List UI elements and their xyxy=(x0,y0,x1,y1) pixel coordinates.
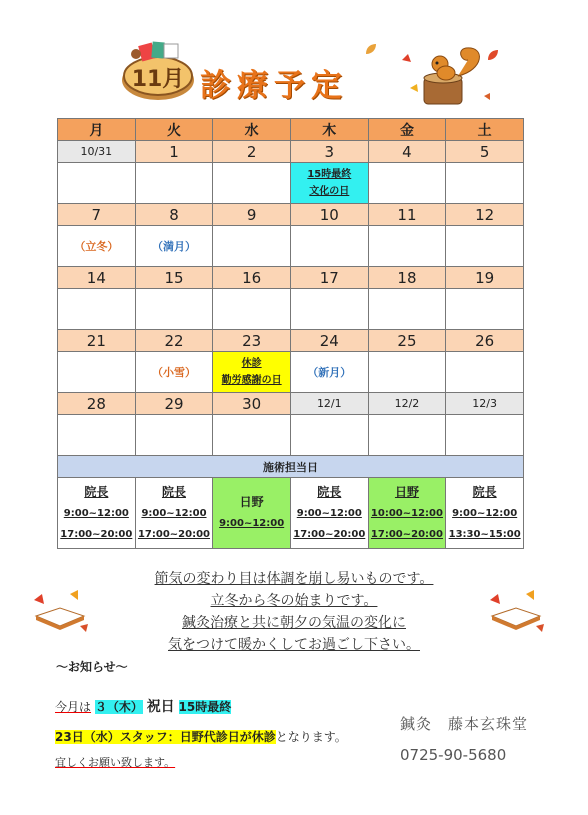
event-cell xyxy=(446,163,524,204)
message-line: 節気の変わり目は体調を崩し易いものです。 xyxy=(154,571,434,587)
event-cell xyxy=(446,226,524,267)
date-cell: 25 xyxy=(368,330,446,352)
event-text: （立冬） xyxy=(74,240,119,253)
event-text: （新月） xyxy=(307,366,352,379)
date-cell: 7 xyxy=(58,204,136,226)
date-cell: 1 xyxy=(135,141,213,163)
date-cell: 14 xyxy=(58,267,136,289)
weekday-header-row xyxy=(58,119,524,141)
date-cell: 3 xyxy=(290,141,368,163)
event-cell xyxy=(290,226,368,267)
event-cell xyxy=(368,226,446,267)
event-cell-culture-day xyxy=(290,163,368,204)
month-badge-text: 11月 xyxy=(131,67,185,92)
date-row xyxy=(58,141,524,163)
notice-text: となります。 xyxy=(275,730,347,744)
event-cell xyxy=(58,415,136,456)
date-cell: 12/2 xyxy=(368,393,446,415)
date-cell: 16 xyxy=(213,267,291,289)
event-cell xyxy=(213,289,291,330)
event-row xyxy=(58,415,524,456)
weekday-sat: 土 xyxy=(446,119,524,141)
event-cell xyxy=(135,289,213,330)
treatment-time: 9:00~12:00 xyxy=(63,507,129,519)
date-cell: 29 xyxy=(135,393,213,415)
treatment-time: 17:00~20:00 xyxy=(370,528,443,540)
autumn-book-icon xyxy=(30,586,90,636)
notice-text: 今月は xyxy=(55,700,92,714)
treatment-cell xyxy=(446,478,524,549)
date-cell: 12 xyxy=(446,204,524,226)
date-cell: 24 xyxy=(290,330,368,352)
weekday-tue: 火 xyxy=(135,119,213,141)
event-cell xyxy=(446,352,524,393)
treatment-header-row xyxy=(58,456,524,478)
message-line: 気をつけて暖かくしてお過ごし下さい。 xyxy=(168,637,420,653)
event-cell xyxy=(135,352,213,393)
message-line: 立冬から冬の始まりです。 xyxy=(210,593,378,609)
date-cell: 2 xyxy=(213,141,291,163)
treatment-time: 9:00~12:00 xyxy=(452,507,518,519)
date-cell: 18 xyxy=(368,267,446,289)
event-cell xyxy=(135,226,213,267)
clinic-name: 鍼灸 藤本玄珠堂 xyxy=(400,715,529,733)
date-cell: 8 xyxy=(135,204,213,226)
notice-date: ３（木） xyxy=(94,700,143,714)
practitioner-name: 院長 xyxy=(317,484,342,499)
event-row xyxy=(58,352,524,393)
weekday-thu: 木 xyxy=(290,119,368,141)
treatment-header: 施術担当日 xyxy=(58,456,524,478)
notice-hours: 15時最終 xyxy=(178,700,232,714)
notice-holiday: 祝日 xyxy=(146,699,175,715)
practitioner-name: 院長 xyxy=(84,484,109,499)
date-cell: 30 xyxy=(213,393,291,415)
date-cell: 12/1 xyxy=(290,393,368,415)
leaf-icon xyxy=(364,42,378,56)
weekday-mon: 月 xyxy=(58,119,136,141)
event-text: 勤労感謝の日 xyxy=(221,375,282,386)
practitioner-name: 日野 xyxy=(239,495,264,509)
date-row xyxy=(58,204,524,226)
date-cell: 4 xyxy=(368,141,446,163)
message-line: 鍼灸治療と共に朝夕の気温の変化に xyxy=(182,615,406,631)
event-row xyxy=(58,289,524,330)
treatment-cell xyxy=(368,478,446,549)
leaf-icon xyxy=(486,48,500,62)
date-cell: 26 xyxy=(446,330,524,352)
event-cell xyxy=(368,415,446,456)
treatment-time: 17:00~20:00 xyxy=(137,528,210,540)
date-cell: 23 xyxy=(213,330,291,352)
event-text: 15時最終 xyxy=(307,169,352,180)
event-cell xyxy=(446,289,524,330)
date-cell: 5 xyxy=(446,141,524,163)
treatment-time: 9:00~12:00 xyxy=(296,507,362,519)
date-cell: 12/3 xyxy=(446,393,524,415)
event-cell xyxy=(290,415,368,456)
calendar xyxy=(57,118,524,549)
treatment-time: 9:00~12:00 xyxy=(219,518,285,529)
event-cell xyxy=(58,289,136,330)
date-cell: 10/31 xyxy=(58,141,136,163)
date-cell: 22 xyxy=(135,330,213,352)
event-cell xyxy=(368,352,446,393)
date-cell: 19 xyxy=(446,267,524,289)
notice-closed: 23日（水）スタッフ：日野代診日が休診 xyxy=(55,730,276,744)
date-cell: 9 xyxy=(213,204,291,226)
practitioner-name: 院長 xyxy=(161,484,186,499)
date-cell: 28 xyxy=(58,393,136,415)
event-cell xyxy=(135,163,213,204)
treatment-time: 13:30~15:00 xyxy=(448,528,521,540)
clinic-phone: 0725-90-5680 xyxy=(400,746,507,764)
weekday-fri: 金 xyxy=(368,119,446,141)
event-row xyxy=(58,226,524,267)
squirrel-icon xyxy=(396,40,496,110)
notice-line-3: 宜しくお願い致します。 xyxy=(55,756,176,769)
treatment-cell xyxy=(135,478,213,549)
date-cell: 15 xyxy=(135,267,213,289)
treatment-cell xyxy=(58,478,136,549)
event-cell xyxy=(290,352,368,393)
calendar-table xyxy=(57,118,524,549)
event-row xyxy=(58,163,524,204)
treatment-cell xyxy=(213,478,291,549)
event-cell xyxy=(446,415,524,456)
date-cell: 17 xyxy=(290,267,368,289)
treatment-row xyxy=(58,478,524,549)
event-cell xyxy=(213,226,291,267)
event-cell xyxy=(290,289,368,330)
page-title: 診療予定 xyxy=(200,68,348,104)
month-badge-icon xyxy=(118,40,196,102)
date-row xyxy=(58,393,524,415)
notice-line-2 xyxy=(55,728,347,745)
autumn-book-icon xyxy=(486,586,546,636)
weekday-wed: 水 xyxy=(213,119,291,141)
event-text: 休診 xyxy=(241,358,262,369)
practitioner-name: 院長 xyxy=(472,484,497,499)
date-cell: 11 xyxy=(368,204,446,226)
event-cell xyxy=(58,163,136,204)
notice-heading: ～お知らせ～ xyxy=(56,660,128,674)
date-cell: 10 xyxy=(290,204,368,226)
practitioner-name: 日野 xyxy=(394,484,419,499)
event-cell-closed xyxy=(213,352,291,393)
event-cell xyxy=(213,163,291,204)
treatment-time: 9:00~12:00 xyxy=(141,507,207,519)
treatment-time: 17:00~20:00 xyxy=(293,528,366,540)
event-text: 文化の日 xyxy=(309,186,350,197)
event-text: （満月） xyxy=(151,240,196,253)
event-cell xyxy=(58,352,136,393)
treatment-time: 10:00~12:00 xyxy=(370,507,443,519)
event-cell xyxy=(368,289,446,330)
event-text: （小雪） xyxy=(151,366,196,379)
event-cell xyxy=(58,226,136,267)
treatment-cell xyxy=(290,478,368,549)
event-cell xyxy=(213,415,291,456)
date-cell: 21 xyxy=(58,330,136,352)
seasonal-message xyxy=(120,568,468,656)
date-row xyxy=(58,267,524,289)
notice-line-1 xyxy=(55,696,231,716)
date-row xyxy=(58,330,524,352)
event-cell xyxy=(368,163,446,204)
event-cell xyxy=(135,415,213,456)
treatment-time: 17:00~20:00 xyxy=(60,528,133,540)
